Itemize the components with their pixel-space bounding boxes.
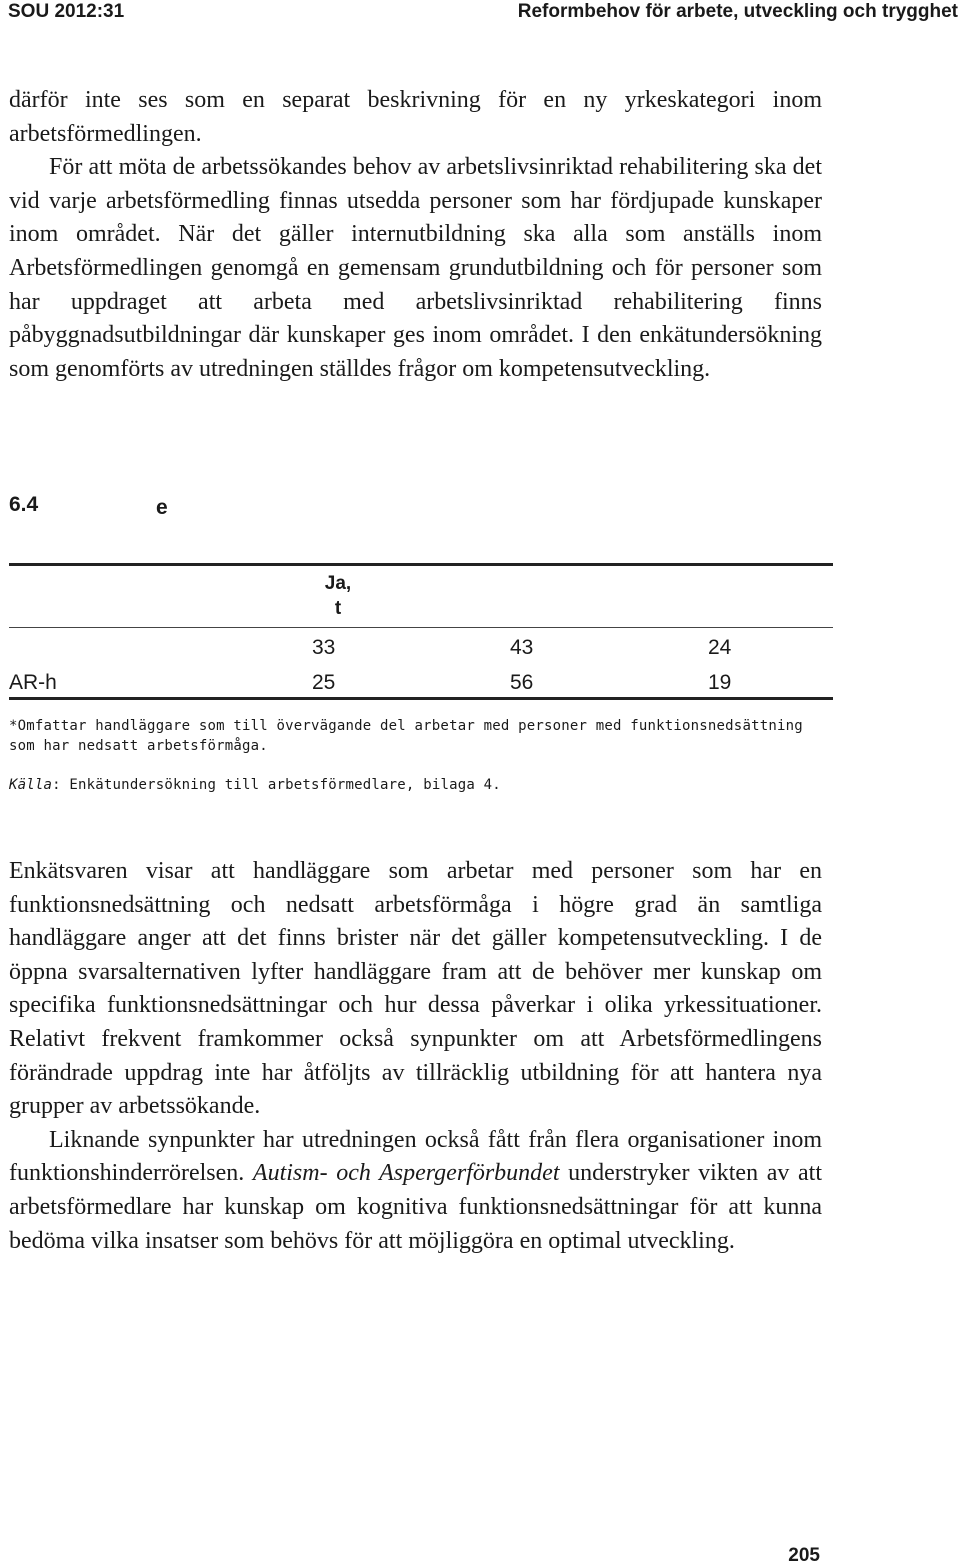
row-1-value-2: 43	[510, 636, 534, 659]
row-2-value-1: 25	[312, 671, 336, 694]
row-1-value-1: 33	[312, 636, 336, 659]
column-header-1-line-2: t	[334, 598, 342, 619]
row-2-label: AR-h	[9, 671, 57, 694]
table-top-rule	[9, 563, 833, 566]
table-caption	[9, 493, 168, 519]
body-paragraphs-bottom	[9, 855, 822, 1258]
header-report-title: Reformbehov för arbete, utveckling och trygghet	[517, 1, 958, 22]
organisation-name: Autism- och Aspergerförbundet	[252, 1160, 560, 1187]
paragraph-organisations-end: understryker vikten av att arbetsförmedlare har kunskap om kognitiva funktionsnedsättningar för att kunna bedöma vilka insatser som behövs för att möjliggöra en optimal utveckling.	[9, 1160, 822, 1254]
table-footnote: *Omfattar handläggare som till övervägande del arbetar med personer med funktionsnedsättning som har nedsatt arbetsförmåga.	[9, 718, 803, 754]
row-1-value-3: 24	[708, 636, 732, 659]
source-text: : Enkätundersökning till arbetsförmedlare, bilaga 4.	[52, 777, 501, 793]
page-number: 205	[788, 1545, 820, 1566]
table-source	[9, 775, 829, 795]
source-label: Källa	[9, 777, 53, 793]
header-report-id: SOU 2012:31	[8, 1, 125, 22]
row-2-value-3: 19	[708, 671, 732, 694]
body-paragraphs-top	[9, 84, 822, 386]
table-bottom-rule	[9, 697, 833, 700]
paragraph-organisations-start: Liknande synpunkter har utredningen också fått från flera organisationer inom funktionshinderrörelsen.	[9, 1126, 822, 1187]
column-header-1-line-1: Ja,	[324, 573, 352, 594]
table-title: e	[156, 496, 168, 519]
table-number: 6.4	[9, 493, 39, 516]
table-header-rule	[9, 627, 833, 628]
running-header	[0, 0, 960, 30]
table-column-header-1	[250, 571, 426, 621]
paragraph-continuation: därför inte ses som en separat beskrivning för en ny yrkeskategori inom arbetsförmedlingen.	[9, 87, 822, 147]
row-2-value-2: 56	[510, 671, 534, 694]
paragraph-rehabilitation: För att möta de arbetssökandes behov av arbetslivsinriktad rehabilitering ska det vid varje arbetsförmedling finnas utsedda personer som har fördjupade kunskaper inom området. När det gäller internutbildning ska alla som anställs inom Arbetsförmedlingen genomgå en gemensam grundutbildning och för personer som har uppdraget att arbeta med arbetslivsinriktad rehabilitering finns påbyggnadsutbildningar där kunskaper ges inom området. I den enkätundersökning som genomförts av utredningen ställdes frågor om kompetensutveckling.	[9, 154, 822, 382]
paragraph-survey-answers: Enkätsvaren visar att handläggare som arbetar med personer som har en funktionsnedsättning och nedsatt arbetsförmåga i högre grad än samtliga handläggare anger att det finns brister när det gäller kompetensutveckling. I de öppna svarsalternativen lyfter handläggare fram att de behöver mer kunskap om specifika funktionsnedsättningar och hur dessa påverkar i olika yrkessituationer. Relativt frekvent framkommer också synpunkter om att Arbetsförmedlingens förändrade uppdrag inte har åtföljts av tillräcklig utbildning för att hantera nya grupper av arbetssökande.	[9, 858, 822, 1120]
paragraph-organisations	[9, 1124, 822, 1258]
